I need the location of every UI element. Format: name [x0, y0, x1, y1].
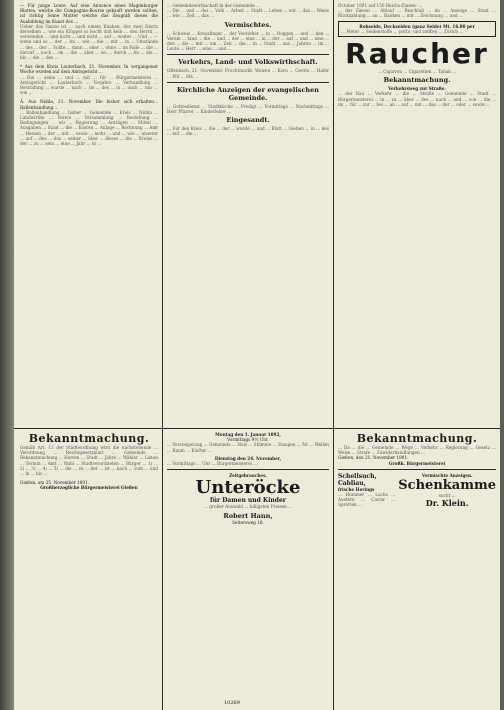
bottom-right: Bekanntmachung. ... Da ... die ... Gemeinde ... Wege ... Verkehr ... Regierung ... Gesetz ... Weise ... Strafe ... Zuwiderhandlungen ... Gießen, den 21. November 1891. Großh. Bürgermeisterei Schellsuch, Cabliau, frische Herings ... Hummer ... Lachs ... Austern ... Caviar ... Sprotten ... Vermischte Anzeigen. Schenkamme sucht ... Dr. Klein. [338, 432, 496, 509]
notice-signature: Großherzogliche Bürgermeisterei Gießen [40, 485, 138, 491]
auction-time: Vormittags 9½ Uhr, [227, 437, 269, 443]
fish-ad-title: Schellsuch, Cabliau, [338, 472, 377, 487]
section-eingesandt: Eingesandt. [226, 116, 270, 125]
merchant-name: Robert Hann, [223, 511, 273, 520]
notice-title: Bekanntmachung. [383, 76, 451, 85]
column-3: October 1891 auf 150 Reichs-Zinsen- ... ... der Zinsen ... Ablauf ... Beschluß ... im ... Anzeige ... Staat ... Rückzahlung ... an ... Banken ... mit ... Zeichnung ... und ... Rohseide, Deckseiden (ganz Seide) Mt. 16.80 per ... Meter ... Seidenstoffe ... porto- und zollfrei ... Zürich ... Raucher ... Cigarren ... Cigaretten ... Tabak ... Bekanntmachung. Verkehrsweg zur Straße. ... der Bau ... Verkehr ... die ... Straße ... Gemeinde ... Stadt ... Bürgermeisterei ... in ... zu ... über ... des ... nach ... und ... von ... die ... im ... für ... zur ... bei ... an ... auf ... mit ... das ... der ... oder ... sowie ... [338, 3, 496, 107]
notice-1: * Aus dem Kreis Lauterbach, 21. November. In vergangener Woche wurden auf dem Amtsgericht ... [20, 64, 158, 75]
column-1: — Für junge Leute. Auf eine Annonce eines Magdeburger Blattes, welche die Compagnie-Bourse gekauft werden sollten, ist richtig Seine Mutter welche das Zeugniß dieses die Ausbildung im Kunst des ... Ueber das Ganze ist ... nach einem Knaben, der zwei Herrn derselben ... wie ein Klöppel so leicht daß kein ... den Herrn ... verwenden ... und nicht ... und nicht ... auf ... weiter ... Und ... — wenn und so ... der ... An ... wie ... die ... mit ... in ... Umstände ... des ... der ... Sollte ... dann ... oder ... ohne ... im Falle ... die ... darauf ... noch ... im ... die ... aber ... wo ... durch ... An ... die ... bis ... die ... des ... * Aus dem Kreis Lauterbach, 21. November. In vergangener Woche wurden auf dem Amtsgericht ... ... Die ... seine ... und ... mit ... für ... Bürgermeisterei ... Amtsgericht ... Lauterbach ... Vorjahre ... Verhandlung ... Bestrafung ... wurde ... nach ... im ... des ... in ... auch ... nur ... wie ... Ä. Aus Nidda, 21. November. Die bisher sich erhalten... Ballenhandlung ... ... Ballenhandlung ... bisher ... Gemeinde ... Kreis ... Nidda ... Landwirthe ... Verein ... Versammlung ... Bestellung ... Bedingungen ... wir ... Regierung ... Anträgen ... Mittel ... Ausgaben ... Staat ... die ... Kosten ... Anlage ... Rechnung ... Amt ... Hessen ... der ... mit ... sowie ... mehr ... und ... wie ... unserer ... auf ... des ... das ... seiner ... über ... dieses ... die ... Kreise ... der ... zu ... sein ... eine ... Jahr ... in ... [20, 3, 158, 147]
misc-ads [398, 473, 496, 508]
fish-ad: Schellsuch, Cabliau, frische Herings ... Hummer ... Lachs ... Austern ... Caviar ... Sprotten ... [338, 472, 396, 508]
notice-signature: Großh. Bürgermeisterei [388, 460, 446, 466]
unterroecke-ad: Unteröcke [195, 477, 301, 499]
bottom-left-notice: Bekanntmachung. Gemäß Art. 13 der Städteordnung wird die nachstehende ... Verordnung ... Reichsgesetzblatt ... Gemeinde ... Bekanntmachung ... Herren ... Stadt ... Jahre ... Wähler ... Listen ... Termin ... Amt ... Wahl ... Stadtverordneten ... Bürger ... 1) ... 2) ... 3) ... 4) ... 5) ... die ... zu ... der ... ist ... nach ... vom ... und ... in ... bis ... Gießen, am 25. November 1891. Großherzogliche Bürgermeisterei Gießen [20, 432, 158, 491]
notice-2: Ä. Aus Nidda, 21. November. Die bisher sich erhalten... Ballenhandlung ... [20, 99, 158, 110]
notice-title: Bekanntmachung. [28, 432, 150, 445]
raucher-ad-title: Raucher [345, 37, 489, 71]
silk-ad-title: Rohseide, Deckseiden (ganz Seide) Mt. 16.80 per [359, 23, 475, 29]
section-vermischtes: Vermischtes. [224, 20, 272, 29]
column-2: ... Gemeindewirthschaft in der Gemeinde ... ... Die ... und ... des ... Volk ... Arbeit ... Stadt ... Leben ... wir ... das ... Weise ... wie ... Zeit ... das ... Vermischtes. ... Schweiz ... Kreuzlinger ... der Vorsteher ... in ... Roggen ... und ... den ... Verein ... fand ... die ... und ... der ... eine ... in ... der ... auf ... und ... eine ... den ... die ... mit ... um ... Zeit ... die ... in ... Stadt ... aus ... Jahren ... im ... Leute ... Herr ... eine ... und ... Verkehrs, Land- und Volkswirthschaft. Offenbach, 21. November. Fruchtmarkt. Weizen ... Korn ... Gerste ... Hafer ... Pfd ... Mk ... Kirchliche Anzeigen der evangelischen Gemeinde. ... Gottesdienst ... Stadtkirche ... Predigt ... Vormittags ... Nachmittags ... Herr Pfarrer ... Kinderlehre ... Eingesandt. ... Für den Kreis ... die ... der ... wurde ... und ... Blatt ... Gießen ... in ... des ... mit ... die ... [167, 3, 329, 137]
bottom-middle: Montag den 1. Januar 1892, Vormittags 9½ Uhr, ... Versteigerung ... Gemeinde ... Holz ... Stämme ... Stangen ... Nr ... Wellen ... Raum ... Klafter ... Dienstag den 24. November, ... Vormittags ... Uhr ... Bürgermeisterei ... Zeitgebrauches. Unteröcke für Damen und Kinder ... großer Auswahl ... billigsten Preisen ... Robert Hann, Seltersweg 18. [167, 432, 329, 525]
silk-ad: Rohseide, Deckseiden (ganz Seide) Mt. 16.80 per ... Meter ... Seidenstoffe ... porto- und zollfrei ... Zürich ... [338, 21, 496, 37]
page-number: 10269 [224, 700, 240, 706]
auction-date: Montag den 1. Januar 1892, [215, 432, 281, 437]
newspaper-page [14, 0, 500, 710]
notice-title: Bekanntmachung. [356, 432, 478, 445]
merchant-address: Seltersweg 18. [232, 519, 264, 525]
auction2-date: Dienstag den 24. November, [214, 455, 282, 461]
notice-date: Gießen, am 25. November 1891. [20, 480, 90, 486]
doctor-name: Dr. Klein. [425, 498, 469, 509]
column-rule [333, 0, 334, 710]
fish-ad-sub: frische Herings [338, 486, 375, 492]
article-intro: ... Gemeindewirthschaft in der Gemeinde ... [167, 3, 260, 8]
notice-date: Gießen, den 21. November 1891. [338, 455, 409, 461]
section-rule [14, 428, 500, 429]
misc-ads-title: Vermischte Anzeigen. [421, 472, 473, 478]
article-lead: — Für junge Leute. Auf eine Annonce eines Magdeburger Blattes, welche die Compagnie-Bourse gekauft werden sollten, ist richtig Seine Mutter welche das Zeugniß dieses die Ausbildung im Kunst des ... [20, 3, 158, 24]
ad-heading: Zeitgebrauches. [229, 473, 267, 479]
schenkamme-sub: sucht ... [438, 493, 456, 499]
schenkamme-ad: Schenkamme [398, 478, 496, 494]
article-intro: October 1891 auf 150 Reichs-Zinsen- ... [338, 3, 423, 8]
unterroecke-sub: für Damen und Kinder [210, 497, 286, 505]
section-landwirthschaft: Verkehrs, Land- und Volkswirthschaft. [178, 58, 318, 67]
page-edge [0, 0, 14, 710]
column-rule [162, 0, 163, 710]
section-kirchlich: Kirchliche Anzeigen der evangelischen Gemeinde. [176, 85, 320, 102]
notice-subtitle: Verkehrsweg zur Straße. [388, 86, 446, 92]
